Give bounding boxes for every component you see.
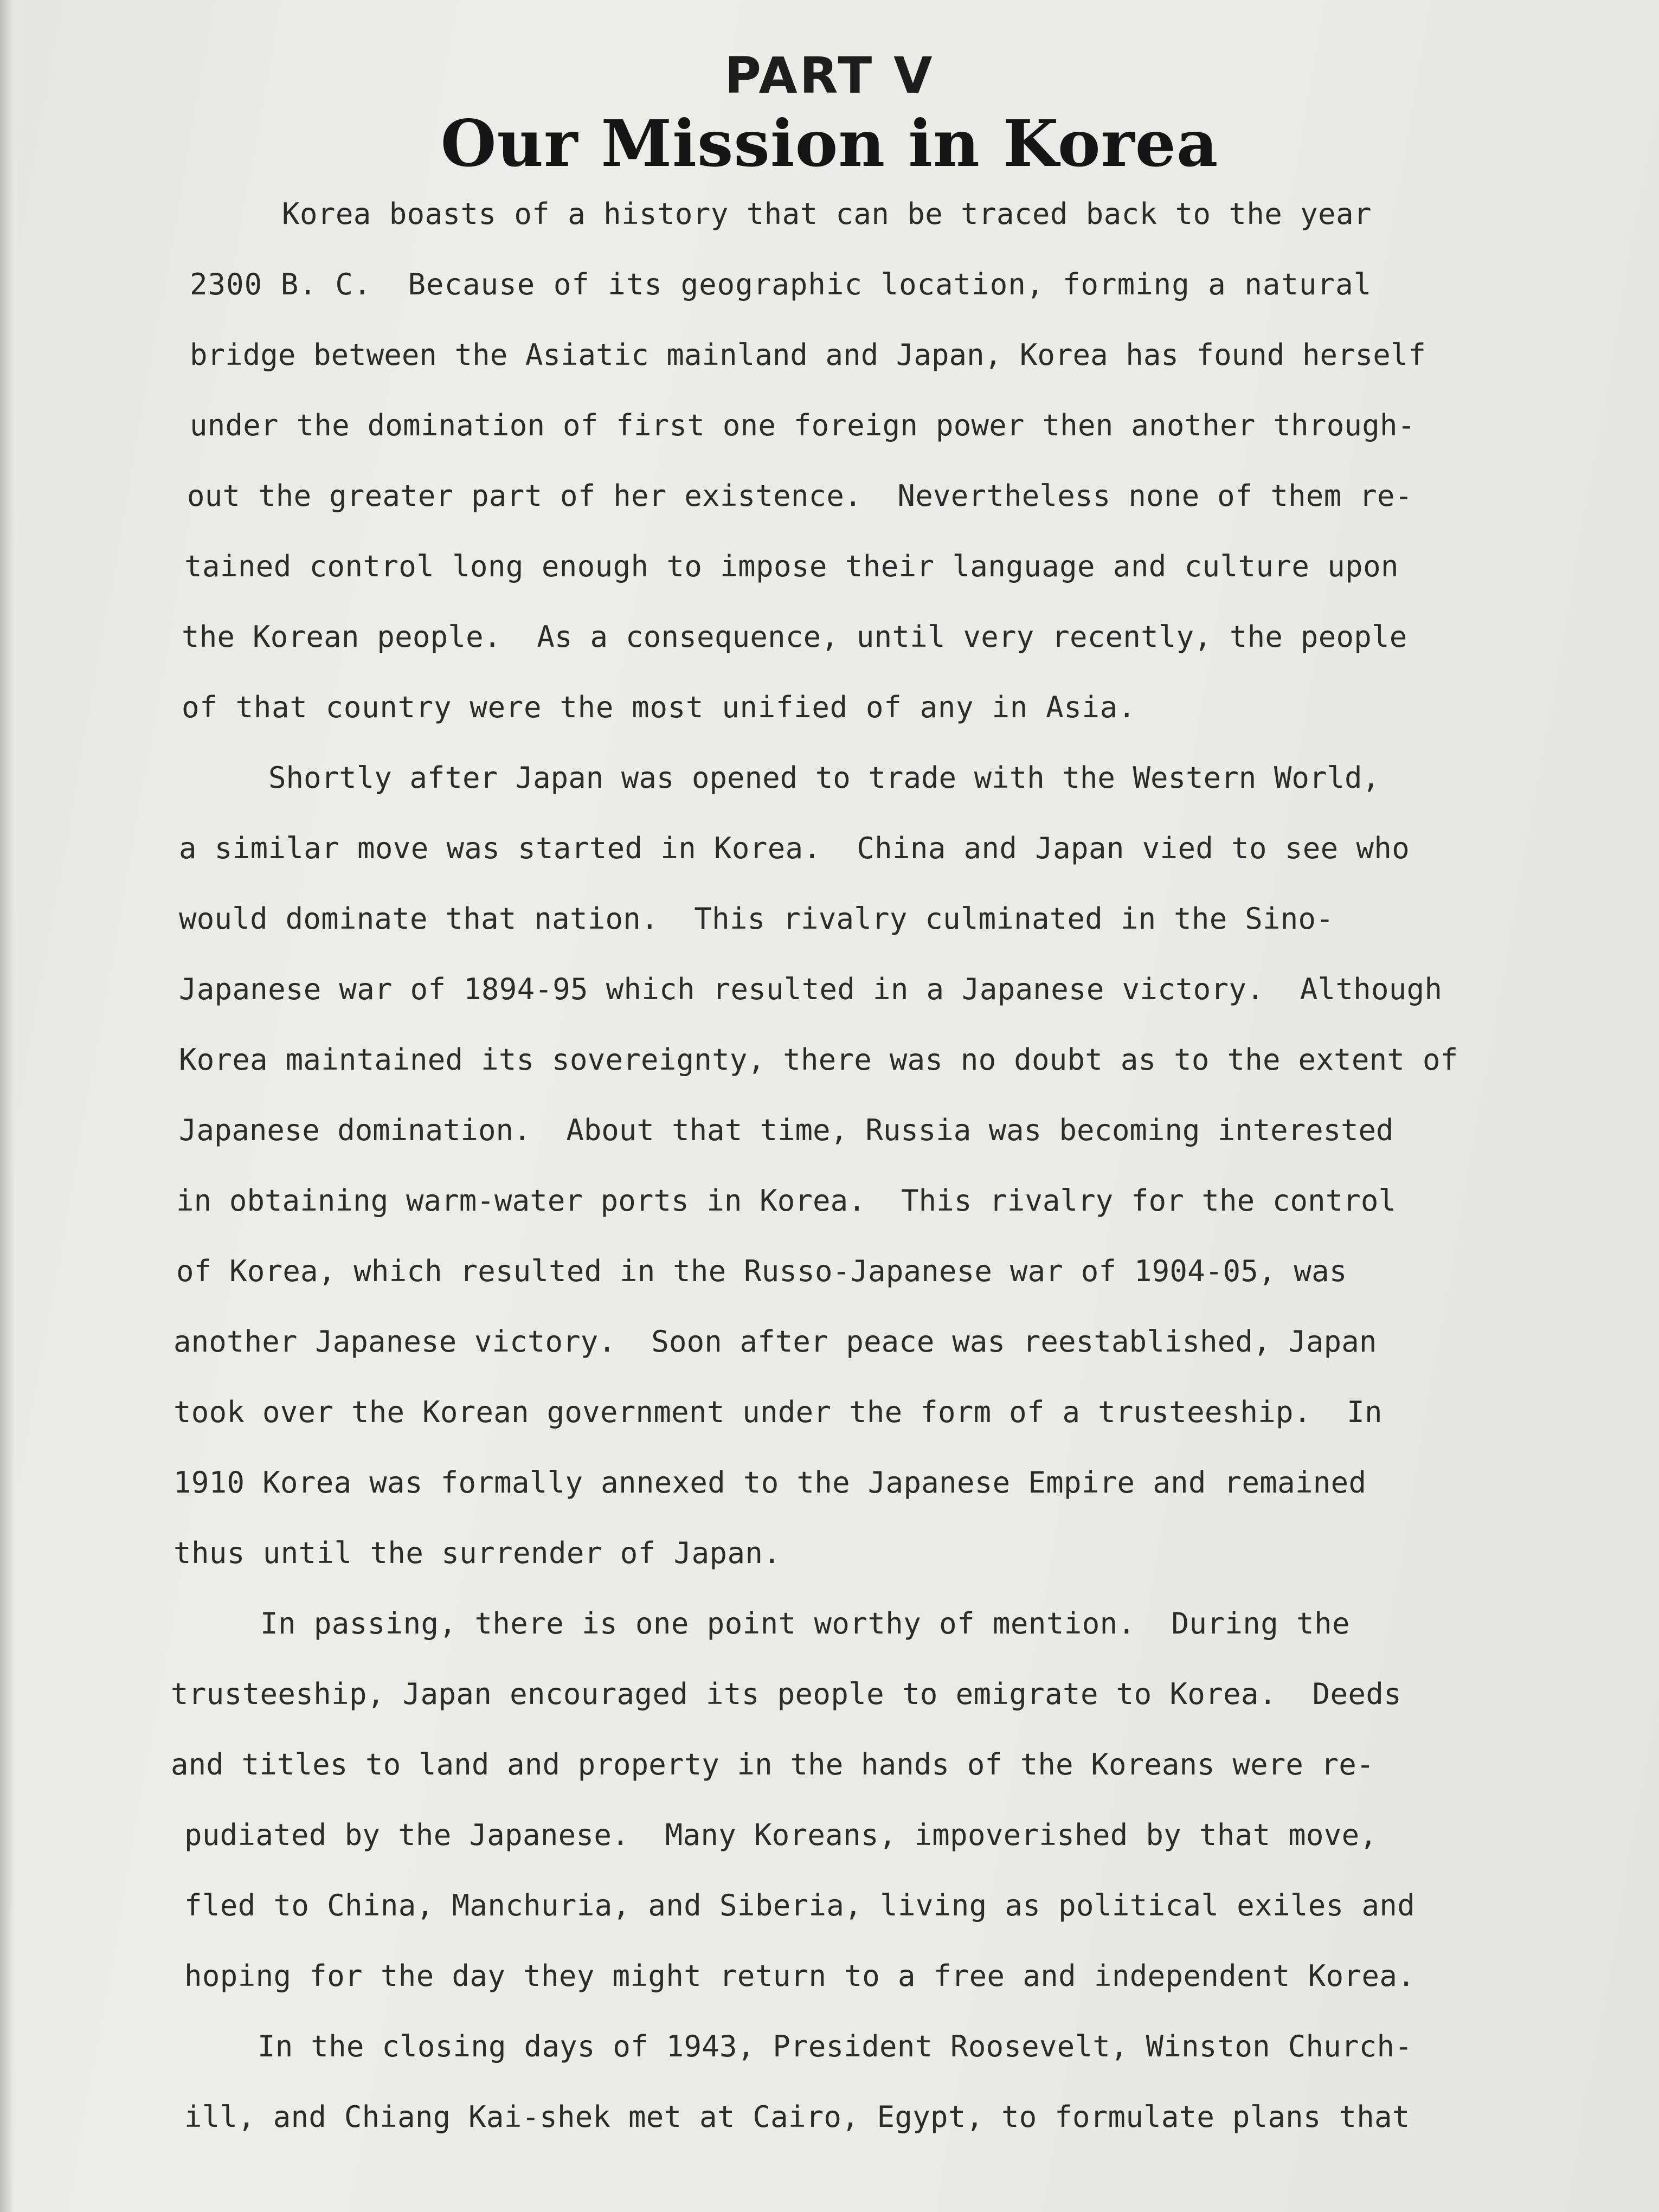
text-line: Shortly after Japan was opened to trade with the Western World,	[268, 761, 1380, 795]
text-line: Korea maintained its sovereignty, there was no doubt as to the extent of	[179, 1043, 1458, 1077]
text-line: in obtaining warm-water ports in Korea. This rivalry for the control	[176, 1184, 1397, 1218]
text-line: 1910 Korea was formally annexed to the Japanese Empire and remained	[173, 1465, 1367, 1500]
text-line: out the greater part of her existence. Nevertheless none of them re-	[187, 479, 1413, 513]
text-line: a similar move was started in Korea. China and Japan vied to see who	[179, 831, 1410, 865]
text-line: In passing, there is one point worthy of mention. During the	[260, 1606, 1350, 1641]
text-line: bridge between the Asiatic mainland and Japan, Korea has found herself	[190, 338, 1426, 372]
text-line: thus until the surrender of Japan.	[173, 1536, 781, 1570]
page-edge-shadow	[0, 0, 14, 2212]
text-line: 2300 B. C. Because of its geographic location, forming a natural	[190, 267, 1372, 301]
text-line: Japanese war of 1894-95 which resulted in a Japanese victory. Although	[179, 972, 1443, 1006]
text-line: Japanese domination. About that time, Russia was becoming interested	[179, 1113, 1394, 1147]
part-heading: PART V	[724, 47, 935, 105]
text-line: took over the Korean government under the form of a trusteeship. In	[173, 1395, 1382, 1429]
text-line: under the domination of first one foreign power then another through-	[190, 408, 1416, 442]
chapter-title: Our Mission in Korea	[440, 106, 1219, 181]
text-line: ill, and Chiang Kai-shek met at Cairo, Egypt, to formulate plans that	[184, 2100, 1410, 2134]
text-line: and titles to land and property in the hands of the Koreans were re-	[171, 1747, 1374, 1782]
text-line: trusteeship, Japan encouraged its people to emigrate to Korea. Deeds	[171, 1677, 1402, 1711]
text-line: pudiated by the Japanese. Many Koreans, impoverished by that move,	[184, 1818, 1378, 1852]
text-line: hoping for the day they might return to a free and independent Korea.	[184, 1959, 1416, 1993]
text-line: Korea boasts of a history that can be traced back to the year	[282, 197, 1372, 231]
text-line: fled to China, Manchuria, and Siberia, living as political exiles and	[184, 1888, 1416, 1922]
text-line: the Korean people. As a consequence, until very recently, the people	[182, 620, 1407, 654]
text-line: tained control long enough to impose their language and culture upon	[184, 549, 1399, 583]
text-line: In the closing days of 1943, President Roosevelt, Winston Church-	[258, 2029, 1413, 2063]
text-line: of that country were the most unified of any in Asia.	[182, 690, 1136, 724]
text-line: another Japanese victory. Soon after peace was reestablished, Japan	[173, 1324, 1377, 1359]
text-line: of Korea, which resulted in the Russo-Japanese war of 1904-05, was	[176, 1254, 1347, 1288]
text-line: would dominate that nation. This rivalry culminated in the Sino-	[179, 902, 1334, 936]
